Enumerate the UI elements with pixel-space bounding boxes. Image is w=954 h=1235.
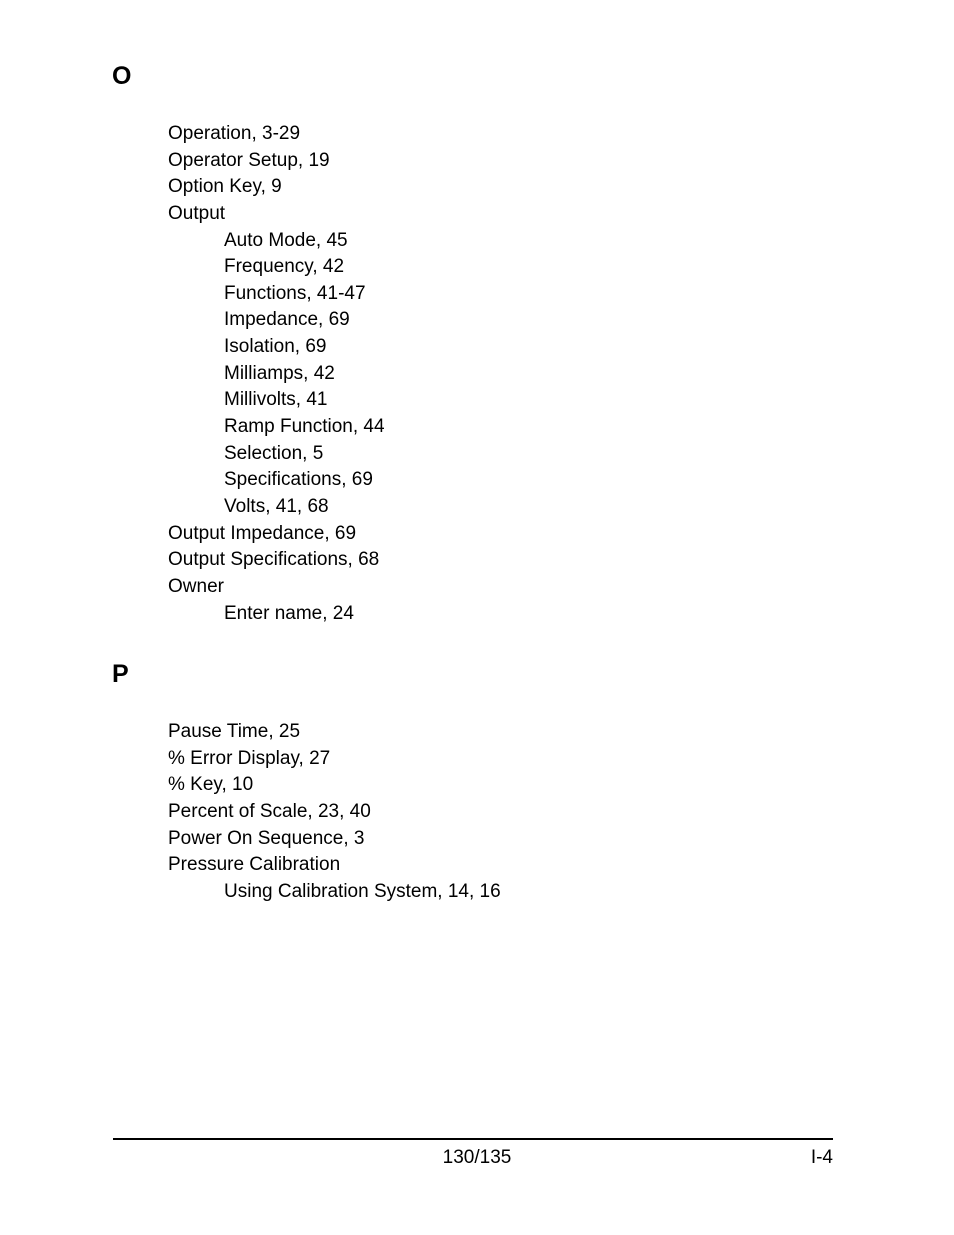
index-subentry: Impedance, 69 <box>224 309 350 331</box>
index-entry-list <box>0 719 501 905</box>
index-entry: Output <box>168 202 226 224</box>
index-subentry: Isolation, 69 <box>224 336 327 358</box>
index-entry: Option Key, 9 <box>168 176 282 198</box>
index-entry: % Error Display, 27 <box>168 747 331 769</box>
index-entry-list <box>0 121 385 627</box>
section-letter: P <box>112 660 129 688</box>
index-subentry: Selection, 5 <box>224 442 324 464</box>
index-subentry: Auto Mode, 45 <box>224 229 348 251</box>
index-subentry: Milliamps, 42 <box>224 362 335 384</box>
index-entry: Power On Sequence, 3 <box>168 827 365 849</box>
index-entry: Percent of Scale, 23, 40 <box>168 800 371 822</box>
index-entry: Pressure Calibration <box>168 854 341 876</box>
section-letter: O <box>112 62 132 90</box>
index-subentry: Ramp Function, 44 <box>224 416 385 438</box>
index-subentry: Millivolts, 41 <box>224 389 328 411</box>
footer-divider <box>113 1138 833 1140</box>
footer-page-number: 130/135 <box>442 1147 512 1168</box>
index-subentry: Using Calibration System, 14, 16 <box>224 880 501 902</box>
index-entry: % Key, 10 <box>168 774 254 796</box>
index-subentry: Volts, 41, 68 <box>224 495 329 517</box>
index-entry: Pause Time, 25 <box>168 721 301 742</box>
index-entry: Output Specifications, 68 <box>168 549 380 571</box>
index-entry: Owner <box>168 575 224 597</box>
index-subentry: Enter name, 24 <box>224 602 354 624</box>
index-entry: Output Impedance, 69 <box>168 522 357 544</box>
footer-section-page: I-4 <box>810 1147 833 1168</box>
index-subentry: Frequency, 42 <box>224 256 345 278</box>
index-entry: Operation, 3-29 <box>168 123 301 144</box>
index-subentry: Functions, 41-47 <box>224 282 366 304</box>
index-entry: Operator Setup, 19 <box>168 149 330 171</box>
index-subentry: Specifications, 69 <box>224 469 373 491</box>
